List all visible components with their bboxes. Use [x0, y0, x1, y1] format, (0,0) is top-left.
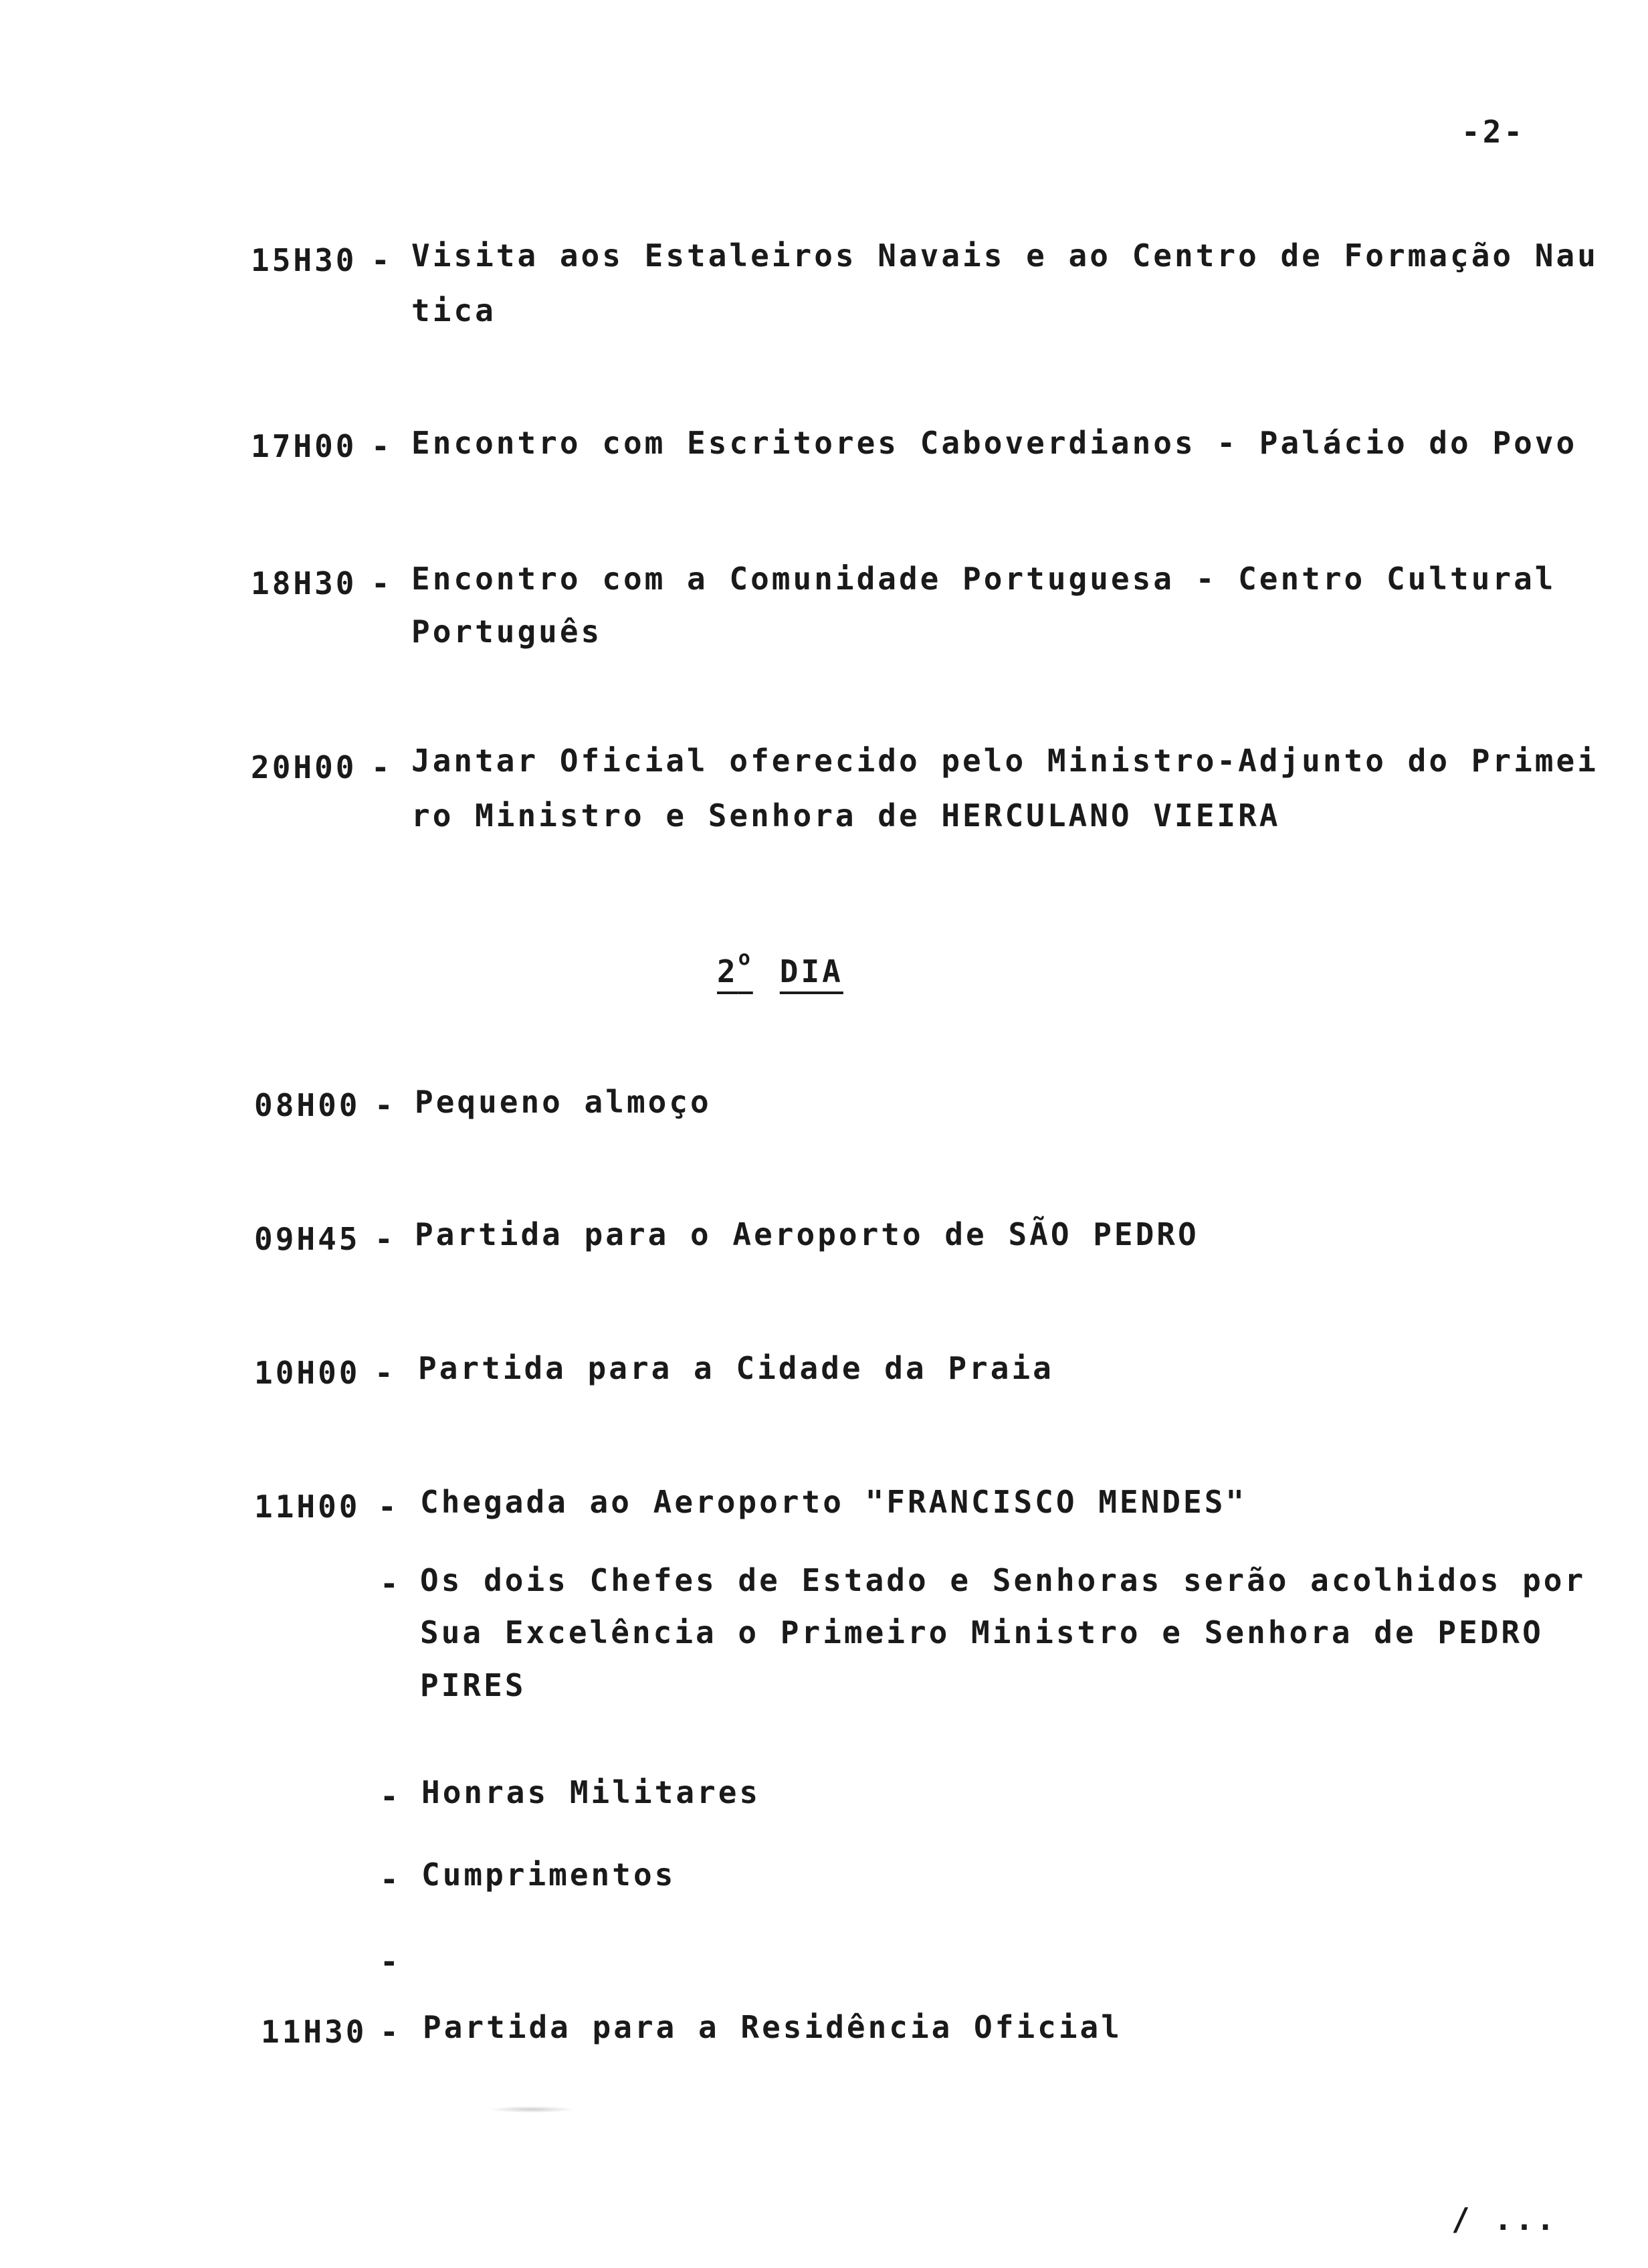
entry-line: Visita aos Estaleiros Navais e ao Centro de Formação Nau — [411, 238, 1599, 274]
sub-item-line: Sua Excelência o Primeiro Ministro e Senhora de PEDRO — [420, 1614, 1544, 1650]
entry-dash: - — [375, 1355, 396, 1391]
entry-time: 18H30 — [251, 565, 357, 601]
sub-item-line: Cumprimentos — [421, 1857, 676, 1893]
entry-dash: - — [371, 565, 393, 601]
entry-line: Chegada ao Aeroporto "FRANCISCO MENDES" — [420, 1484, 1247, 1520]
entry-dash: - — [371, 749, 393, 785]
entry-time: 09H45 — [254, 1221, 360, 1257]
entry-dash: - — [375, 1221, 396, 1257]
day-number: 2 — [717, 953, 738, 989]
entry-line: Jantar Oficial oferecido pelo Ministro-Adjunto do Primei — [411, 743, 1599, 779]
entry-time: 15H30 — [251, 242, 357, 278]
entry-time: 10H00 — [254, 1355, 360, 1391]
entry-time: 11H30 — [261, 2014, 367, 2050]
entry-line: Partida para a Cidade da Praia — [418, 1350, 1054, 1386]
sub-item-line: Honras Militares — [421, 1774, 761, 1810]
entry-dash: - — [371, 242, 393, 278]
continuation-mark: / ... — [1451, 2201, 1558, 2237]
entry-dash: - — [375, 1087, 396, 1123]
entry-time: 17H00 — [251, 428, 357, 464]
scan-smudge — [488, 2106, 575, 2113]
entry-time: 08H00 — [254, 1087, 360, 1123]
entry-time: 20H00 — [251, 749, 357, 785]
entry-dash: - — [380, 2014, 401, 2050]
day-ordinal: o — [738, 947, 753, 970]
entry-line: ro Ministro e Senhora de HERCULANO VIEIRA — [411, 797, 1281, 834]
page-number: -2- — [1461, 114, 1526, 150]
entry-line: Encontro com a Comunidade Portuguesa - Centro Cultural — [411, 561, 1556, 597]
entry-time: 11H00 — [254, 1489, 360, 1525]
sub-item-dash: - — [380, 1778, 401, 1814]
entry-line: tica — [411, 292, 496, 328]
entry-dash: - — [378, 1489, 399, 1525]
entry-dash: - — [371, 428, 393, 464]
entry-line: Partida para a Residência Oficial — [423, 2009, 1122, 2045]
entry-line: Pequeno almoço — [415, 1084, 712, 1120]
sub-item-line: PIRES — [420, 1667, 526, 1703]
day-label: DIA — [779, 953, 843, 989]
entry-line: Português — [411, 613, 603, 650]
day-heading — [717, 947, 843, 989]
sub-item-dash: - — [380, 1944, 401, 1980]
sub-item-line: Os dois Chefes de Estado e Senhoras serão acolhidos por — [420, 1562, 1586, 1598]
sub-item-dash: - — [380, 1861, 401, 1897]
entry-line: Partida para o Aeroporto de SÃO PEDRO — [415, 1216, 1199, 1252]
sub-item-dash: - — [380, 1566, 401, 1602]
entry-line: Encontro com Escritores Caboverdianos - Palácio do Povo — [411, 425, 1578, 461]
